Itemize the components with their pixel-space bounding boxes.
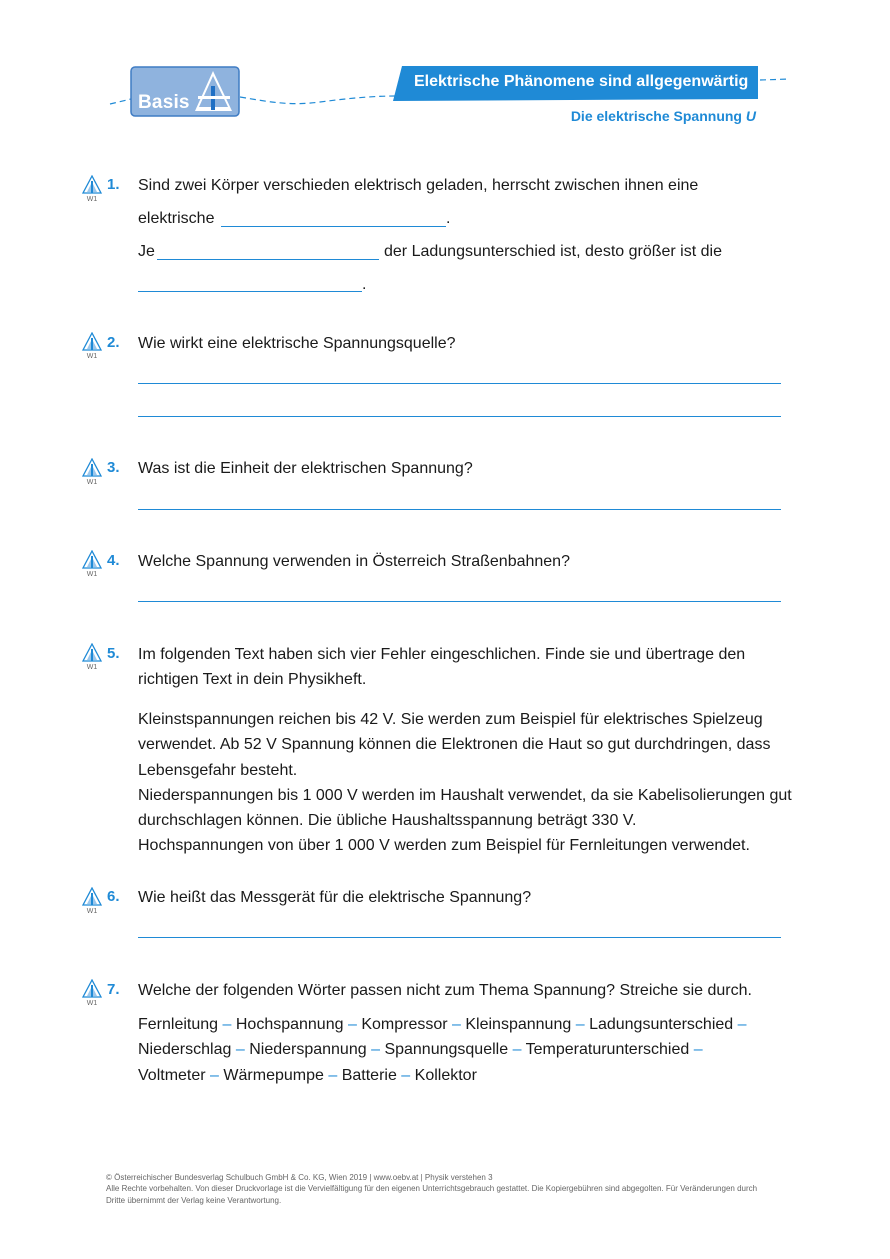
level-label: W1 [86, 664, 98, 671]
task-text: Je [138, 243, 155, 260]
answer-line[interactable] [138, 383, 781, 384]
level-triangle-icon [82, 175, 102, 195]
level-icon [82, 643, 102, 673]
word-item[interactable]: Voltmeter [138, 1066, 206, 1084]
task-question: Wie wirkt eine elektrische Spannungsquelle? [138, 335, 456, 352]
level-icon [82, 175, 102, 205]
task-text: Sind zwei Körper verschieden elektrisch geladen, herrscht zwischen ihnen eine [138, 177, 699, 194]
task-question: Im folgenden Text haben sich vier Fehler eingeschlichen. Finde sie und übertrage den richtigen Text in dein Physikheft. [138, 646, 746, 689]
logo-text: Basis [138, 92, 190, 113]
page-subtitle [571, 108, 756, 124]
word-item[interactable]: Batterie [341, 1066, 397, 1084]
footer [106, 1172, 766, 1206]
answer-line[interactable] [138, 937, 781, 938]
word-item[interactable]: Temperaturunterschied [525, 1041, 690, 1059]
answer-line[interactable] [221, 226, 446, 227]
word-item[interactable]: Fernleitung [138, 1016, 219, 1033]
word-item[interactable]: Niederschlag [138, 1041, 232, 1059]
task-number: 5. [107, 645, 120, 662]
error-text-paragraph: Niederspannungen bis 1 000 V werden im Haushalt verwendet, da sie Kabelisolierungen gut durchschlagen können. Die übliche Haushaltsspannung beträgt 330 V. [138, 787, 792, 830]
level-triangle-icon [82, 458, 102, 478]
answer-line[interactable] [138, 509, 781, 510]
answer-line[interactable] [138, 416, 781, 417]
level-triangle-icon [82, 979, 102, 999]
error-text-paragraph: Kleinstspannungen reichen bis 42 V. Sie werden zum Beispiel für elektrisches Spielzeug verwendet. Ab 52 V Spannung können die Elektronen die Haut so gut durchdringen, dass Lebensgefahr besteht. [138, 711, 771, 779]
task-text: . [446, 210, 451, 227]
task-text: der Ladungsunterschied ist, desto größer ist die [384, 243, 722, 260]
task-question: Welche der folgenden Wörter passen nicht zum Thema Spannung? Streiche sie durch. [138, 982, 752, 999]
level-icon [82, 332, 102, 362]
task-text: . [362, 276, 367, 293]
subtitle-symbol: U [745, 108, 756, 124]
word-item[interactable]: Kollektor [414, 1066, 477, 1084]
word-separator: – [401, 1066, 411, 1084]
level-triangle-icon [82, 643, 102, 663]
task-number: 7. [107, 981, 120, 998]
word-item[interactable]: Niederspannung [249, 1041, 367, 1059]
task-question: Was ist die Einheit der elektrischen Spannung? [138, 460, 473, 477]
task-question: Wie heißt das Messgerät für die elektrische Spannung? [138, 889, 532, 906]
level-triangle-icon [82, 332, 102, 352]
level-label: W1 [86, 1000, 98, 1007]
word-separator: – [328, 1066, 338, 1084]
word-separator: – [575, 1016, 585, 1033]
header-graphic [0, 0, 890, 140]
task-number: 6. [107, 888, 120, 905]
word-separator: – [371, 1041, 380, 1059]
level-icon [82, 979, 102, 1009]
word-separator: – [737, 1016, 747, 1033]
task-text: elektrische [138, 210, 215, 227]
task-number: 1. [107, 176, 120, 193]
word-separator: – [512, 1041, 522, 1059]
answer-line[interactable] [157, 259, 379, 260]
level-icon [82, 887, 102, 917]
word-item[interactable]: Kleinspannung [465, 1016, 572, 1033]
word-item[interactable]: Wärmepumpe [223, 1066, 324, 1084]
task-number: 3. [107, 459, 120, 476]
word-item[interactable]: Kompressor [361, 1016, 448, 1033]
task-number: 4. [107, 552, 120, 569]
word-separator: – [210, 1066, 219, 1084]
task-number: 2. [107, 334, 120, 351]
error-text-paragraph: Hochspannungen von über 1 000 V werden zum Beispiel für Fernleitungen verwendet. [138, 837, 750, 854]
answer-line[interactable] [138, 601, 781, 602]
word-separator: – [235, 1041, 245, 1059]
level-triangle-icon [82, 550, 102, 570]
answer-line[interactable] [138, 291, 362, 292]
banner-title: Elektrische Phänomene sind allgegenwärtig [414, 73, 749, 90]
level-label: W1 [86, 196, 98, 203]
footer-copyright: © Österreichischer Bundesverlag Schulbuch GmbH & Co. KG, Wien 2019 | www.oebv.at | Physik verstehen 3 [106, 1173, 493, 1182]
subtitle-text: Die elektrische Spannung [570, 108, 742, 124]
level-icon [82, 458, 102, 488]
word-list [138, 1012, 788, 1088]
word-separator: – [452, 1016, 461, 1033]
footer-legal: Alle Rechte vorbehalten. Von dieser Druckvorlage ist die Vervielfältigung für den eigenen Unterrichtsgebrauch gestattet. Die Kopiergebühren sind abgegolten. Für Veränderungen durch Dritte übernimmt der Verlag keine Verantwortung. [106, 1184, 758, 1205]
word-separator: – [693, 1041, 703, 1059]
word-separator: – [222, 1016, 232, 1033]
level-label: W1 [86, 353, 98, 360]
word-item[interactable]: Ladungsunterschied [589, 1016, 734, 1033]
word-item[interactable]: Hochspannung [235, 1016, 344, 1033]
level-triangle-icon [82, 887, 102, 907]
word-item[interactable]: Spannungsquelle [384, 1041, 509, 1059]
level-label: W1 [86, 479, 98, 486]
task-question: Welche Spannung verwenden in Österreich Straßenbahnen? [138, 553, 570, 570]
level-icon [82, 550, 102, 580]
level-label: W1 [86, 571, 98, 578]
level-label: W1 [86, 908, 98, 915]
word-separator: – [347, 1016, 357, 1033]
